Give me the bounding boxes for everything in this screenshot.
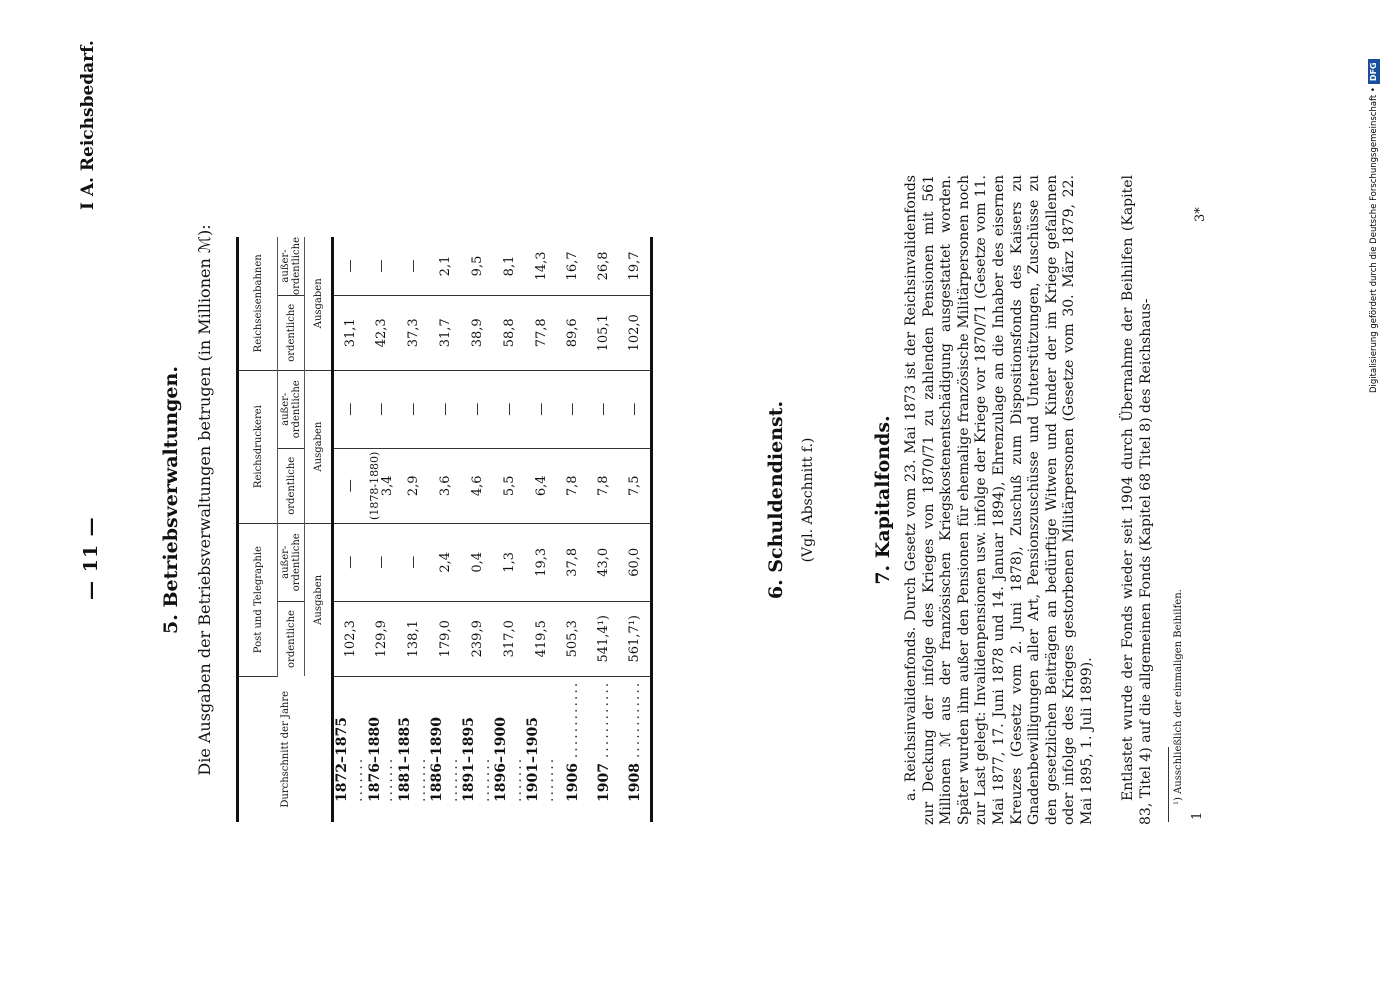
cell-bahn-ausserordentliche: 16,7 bbox=[557, 237, 588, 295]
cell-druck-ordentliche: 7,8 bbox=[557, 448, 588, 523]
cell-druck-ausserordentliche: — bbox=[429, 370, 461, 448]
cell-druck-ordentliche: — bbox=[333, 448, 367, 523]
cell-druck-ordentliche bbox=[366, 448, 397, 523]
cell-bahn-ordentliche: 58,8 bbox=[493, 295, 525, 370]
dfg-credit bbox=[1366, 8, 1382, 393]
cell-bahn-ordentliche: 31,7 bbox=[429, 295, 461, 370]
cell-bahn-ausserordentliche: — bbox=[397, 237, 429, 295]
section-5-title: 5. Betriebsverwaltungen. bbox=[160, 366, 182, 634]
cell-bahn-ordentliche: 105,1 bbox=[588, 295, 619, 370]
expenditure-table bbox=[236, 237, 653, 822]
cell-bahn-ausserordentliche: 26,8 bbox=[588, 237, 619, 295]
cell-bahn-ordentliche: 38,9 bbox=[461, 295, 493, 370]
cell-druck-ordentliche: 3,6 bbox=[429, 448, 461, 523]
section-7-paragraph-2: Entlastet wurde der Fonds wieder seit 1904 durch Übernahme der Beihilfen (Kapitel 83, Titel 4) auf die allgemeinen Fonds (Kapitel 68 Titel 8) des Reichshaus- bbox=[1120, 175, 1154, 825]
row-period: 1907 bbox=[595, 763, 612, 802]
header-post: Post und Telegraphie bbox=[238, 523, 278, 676]
header-period: Durchschnitt der Jahre bbox=[238, 676, 333, 822]
header-eisenbahnen: Reichseisenbahnen bbox=[238, 237, 278, 370]
table-row: 1908 ............ 561,7¹) 60,0 7,5 — 102,0 19,7 bbox=[619, 237, 652, 822]
cell-post-ausserordentliche: 19,3 bbox=[525, 523, 557, 601]
cell-post-ordentliche: 419,5 bbox=[525, 601, 557, 676]
cell-druck-ordentliche: 5,5 bbox=[493, 448, 525, 523]
cell-druck-ausserordentliche: — bbox=[333, 370, 367, 448]
cell-bahn-ordentliche: 31,1 bbox=[333, 295, 367, 370]
cell-druck-ausserordentliche: — bbox=[461, 370, 493, 448]
cell-druck-ausserordentliche: — bbox=[525, 370, 557, 448]
cell-post-ausserordentliche: 60,0 bbox=[619, 523, 652, 601]
row-period: 1891–1895 bbox=[461, 717, 477, 802]
cell-druck-ordentliche: 6,4 bbox=[525, 448, 557, 523]
cell-post-ordentliche: 129,9 bbox=[366, 601, 397, 676]
header-ausgaben: Ausgaben bbox=[305, 237, 333, 370]
row-period: 1896–1900 bbox=[493, 717, 509, 802]
cell-post-ordentliche: 541,4¹) bbox=[588, 601, 619, 676]
row-period: 1876–1880 bbox=[366, 717, 383, 802]
row-period: 1906 bbox=[564, 763, 581, 802]
dfg-credit-text-wrap bbox=[1366, 8, 1382, 393]
cell-druck-ordentliche: 2,9 bbox=[397, 448, 429, 523]
header-ausserordentliche: außer-ordentliche bbox=[278, 237, 305, 295]
header-ausserordentliche: außer-ordentliche bbox=[278, 523, 305, 601]
druck-value: 3,4 bbox=[380, 475, 395, 497]
cell-druck-ausserordentliche: — bbox=[397, 370, 429, 448]
table-row: 1881–1885 ....... 138,1 — 2,9 — 37,3 — bbox=[397, 237, 429, 822]
table-row: 1876–1880 ....... 129,9 — (1878-1880) 3,4 — 42,3 — bbox=[366, 237, 397, 822]
cell-druck-ordentliche: 7,8 bbox=[588, 448, 619, 523]
table-row: 1886–1890 ....... 179,0 2,4 3,6 — 31,7 2,1 bbox=[429, 237, 461, 822]
druck-period-note: (1878-1880) bbox=[368, 451, 381, 520]
cell-bahn-ordentliche: 42,3 bbox=[366, 295, 397, 370]
row-period: 1881–1885 bbox=[397, 717, 413, 802]
cell-bahn-ordentliche: 37,3 bbox=[397, 295, 429, 370]
page-number: — 11 — bbox=[80, 516, 102, 600]
cell-druck-ordentliche: 7,5 bbox=[619, 448, 652, 523]
cell-post-ausserordentliche: — bbox=[333, 523, 367, 601]
cell-druck-ausserordentliche: — bbox=[619, 370, 652, 448]
cell-druck-ausserordentliche: — bbox=[588, 370, 619, 448]
cell-post-ordentliche: 505,3 bbox=[557, 601, 588, 676]
cell-bahn-ausserordentliche: — bbox=[366, 237, 397, 295]
footnote: ¹) Ausschließlich der einmaligen Beihilfen. bbox=[1173, 589, 1184, 805]
table-row: 1907 ............ 541,4¹) 43,0 7,8 — 105,1 26,8 bbox=[588, 237, 619, 822]
signature-mark-right: 3* bbox=[1193, 207, 1208, 222]
cell-bahn-ordentliche: 89,6 bbox=[557, 295, 588, 370]
cell-druck-ausserordentliche: — bbox=[366, 370, 397, 448]
cell-bahn-ausserordentliche: 14,3 bbox=[525, 237, 557, 295]
cell-post-ordentliche: 138,1 bbox=[397, 601, 429, 676]
cell-bahn-ausserordentliche: 2,1 bbox=[429, 237, 461, 295]
header-ausserordentliche: außer-ordentliche bbox=[278, 370, 305, 448]
cell-bahn-ausserordentliche: 19,7 bbox=[619, 237, 652, 295]
cell-post-ordentliche: 102,3 bbox=[333, 601, 367, 676]
dfg-logo: DFG bbox=[1368, 59, 1380, 84]
footnote-rule bbox=[1168, 747, 1169, 822]
section-5-intro: Die Ausgaben der Betriebsverwaltungen betrugen (in Millionen ℳ): bbox=[195, 224, 214, 776]
signature-mark-left: 1 bbox=[1190, 811, 1205, 820]
section-6-title: 6. Schuldendienst. bbox=[765, 400, 787, 600]
cell-post-ausserordentliche: 43,0 bbox=[588, 523, 619, 601]
section-7-paragraph-1: a. Reichsinvalidenfonds. Durch Gesetz vom 23. Mai 1873 ist der Reichsinvalidenfonds zur Deckung der infolge des Krieges von 1870/71 zu zahlenden Pensionen mit 561 Millionen ℳ aus der französischen Kriegskostenentschädigung ausgestattet worden. Später wurden ihm außer den Pensionen für ehemalige französische Militärpersonen noch zur Last gelegt: Invalidenpensionen usw. infolge der Kriege vor 1870/71 (Gesetze vom 11. Mai 1877, 17. Juni 1878 und 14. Januar 1894), Ehrenzulage an die Inhaber des eisernen Kreuzes (Gesetz vom 2. Juni 1878), Zuschuß zum Dispositionsfonds des Kaisers zu Gnadenbewilligungen aller Art, Pensionszuschüsse und Unterstützungen, Zuschüsse zu den gesetzlichen Beiträgen an bedürftige Witwen und Kinder der im Kriege gefallenen oder infolge des Krieges gestorbenen Militärpersonen (Gesetze vom 30. März 1879, 22. Mai 1895, 1. Juli 1899). bbox=[903, 175, 1095, 825]
header-ordentliche: ordentliche bbox=[278, 295, 305, 370]
cell-post-ausserordentliche: 0,4 bbox=[461, 523, 493, 601]
cell-post-ordentliche: 179,0 bbox=[429, 601, 461, 676]
cell-bahn-ausserordentliche: — bbox=[333, 237, 367, 295]
cell-post-ausserordentliche: 37,8 bbox=[557, 523, 588, 601]
cell-post-ordentliche: 561,7¹) bbox=[619, 601, 652, 676]
cell-post-ausserordentliche: — bbox=[397, 523, 429, 601]
header-ausgaben: Ausgaben bbox=[305, 370, 333, 523]
cell-post-ordentliche: 239,9 bbox=[461, 601, 493, 676]
table-row: 1872–1875 ....... 102,3 — — — 31,1 — bbox=[333, 237, 367, 822]
cell-post-ordentliche: 317,0 bbox=[493, 601, 525, 676]
cell-bahn-ordentliche: 77,8 bbox=[525, 295, 557, 370]
table-row: 1896–1900 ....... 317,0 1,3 5,5 — 58,8 8,1 bbox=[493, 237, 525, 822]
cell-druck-ordentliche: 4,6 bbox=[461, 448, 493, 523]
row-period: 1886–1890 bbox=[429, 717, 445, 802]
cell-druck-ausserordentliche: — bbox=[493, 370, 525, 448]
header-ordentliche: ordentliche bbox=[278, 601, 305, 676]
section-6-reference: (Vgl. Abschnitt f.) bbox=[800, 437, 816, 563]
header-ausgaben: Ausgaben bbox=[312, 574, 324, 625]
row-period: 1908 bbox=[626, 763, 643, 802]
header-ordentliche: ordentliche bbox=[278, 448, 305, 523]
dfg-credit-text: Digitalisierung gefördert durch die Deutsche Forschungsgemeinschaft • bbox=[1369, 87, 1379, 393]
table-row: 1891–1895 ....... 239,9 0,4 4,6 — 38,9 9,5 bbox=[461, 237, 493, 822]
cell-druck-ausserordentliche: — bbox=[557, 370, 588, 448]
cell-bahn-ordentliche: 102,0 bbox=[619, 295, 652, 370]
row-period: 1872–1875 bbox=[334, 717, 350, 802]
cell-bahn-ausserordentliche: 9,5 bbox=[461, 237, 493, 295]
table-row: 1906 ............ 505,3 37,8 7,8 — 89,6 16,7 bbox=[557, 237, 588, 822]
section-7-title: 7. Kapitalfonds. bbox=[872, 415, 894, 585]
header-druckerei: Reichsdruckerei bbox=[238, 370, 278, 523]
cell-bahn-ausserordentliche: 8,1 bbox=[493, 237, 525, 295]
cell-post-ausserordentliche: 2,4 bbox=[429, 523, 461, 601]
running-header: I A. Reichsbedarf. bbox=[78, 40, 98, 210]
cell-post-ausserordentliche: — bbox=[366, 523, 397, 601]
cell-post-ausserordentliche: 1,3 bbox=[493, 523, 525, 601]
table-row: 1901–1905 ....... 419,5 19,3 6,4 — 77,8 14,3 bbox=[525, 237, 557, 822]
row-period: 1901–1905 bbox=[525, 717, 541, 802]
